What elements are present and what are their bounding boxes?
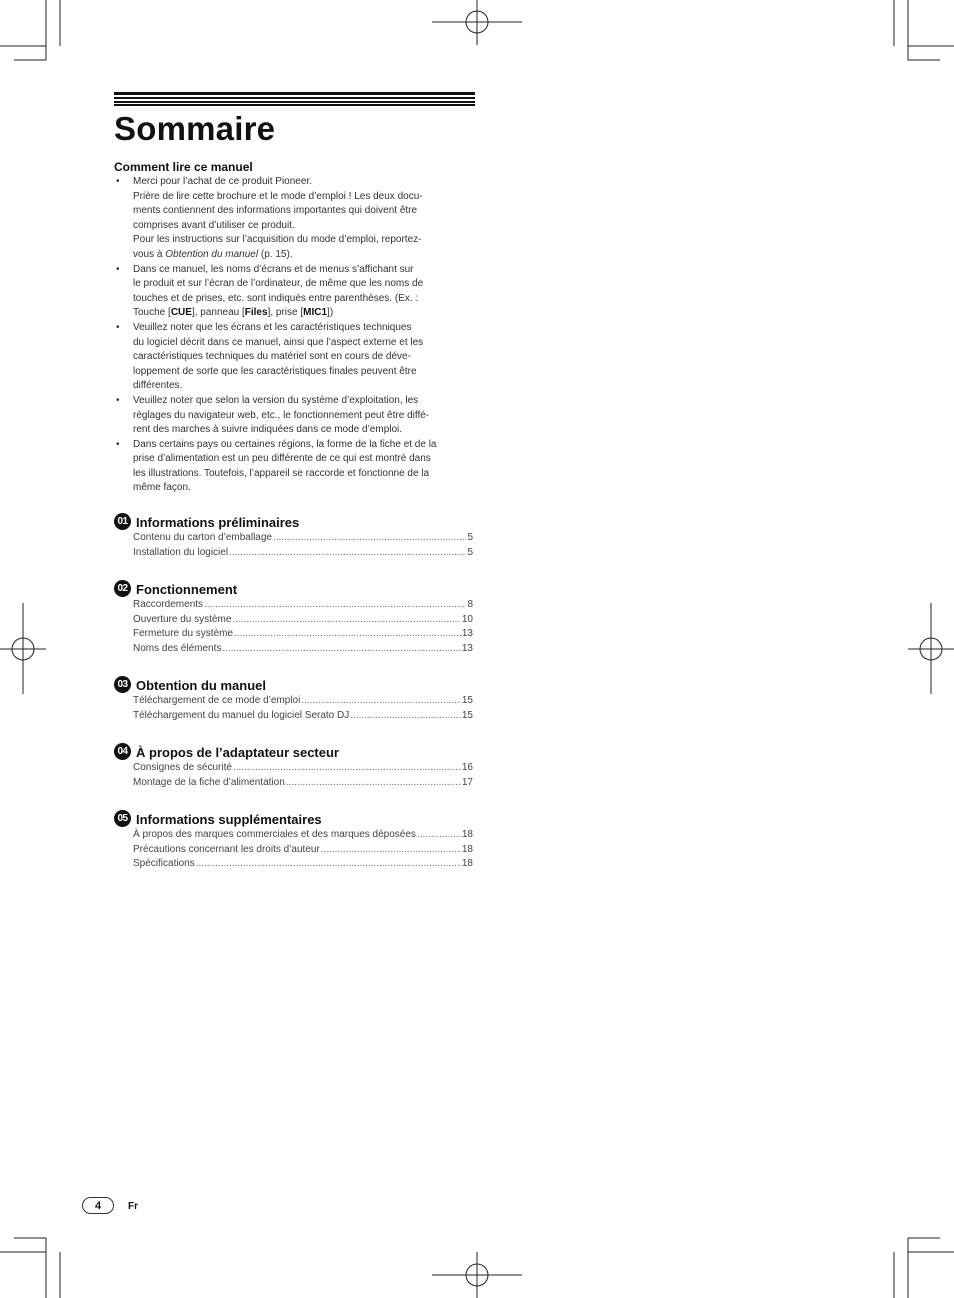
section-number-badge: 03 [114, 676, 131, 693]
toc-entry[interactable]: Téléchargement du manuel du logiciel Serato DJ ..... 15 [114, 709, 473, 724]
list-item: • Dans certains pays ou certaines régions, la forme de la fiche et de la prise d’alimentation est un peu différente de ce qui est montré dans les illustrations. Toutefois, l’appareil se raccorde et fonctionne de la même façon. [114, 438, 474, 496]
toc-entry[interactable]: Raccordements ..... 8 [114, 598, 473, 613]
section-number-badge: 02 [114, 580, 131, 597]
toc-entry[interactable]: Précautions concernant les droits d’auteur ..... 18 [114, 843, 473, 858]
toc-entry[interactable]: Montage de la fiche d’alimentation ..... 17 [114, 776, 473, 791]
section-title: À propos de l’adaptateur secteur [136, 745, 339, 760]
page-number: 4 [82, 1197, 114, 1214]
list-item: • Veuillez noter que selon la version du système d’exploitation, les réglages du navigateur web, etc., le fonctionnement peut être diffé- rent des marches à suivre indiquées dans ce mode d’emploi. [114, 394, 474, 438]
toc-section-04 [114, 743, 473, 790]
toc-entry[interactable]: Consignes de sécurité ..... 16 [114, 761, 473, 776]
toc-entry[interactable]: Contenu du carton d’emballage ..... 5 [114, 531, 473, 546]
section-number-badge: 04 [114, 743, 131, 760]
page-title: Sommaire [114, 110, 276, 147]
toc-section-01 [114, 513, 473, 560]
list-item: • Dans ce manuel, les noms d’écrans et de menus s’affichant sur le produit et sur l’écran de l’ordinateur, de même que les noms de touches et de prises, etc. sont indiqués entre parenthèses. (Ex. : Touche [CUE], panneau [Files], prise [MIC1]) [114, 263, 474, 321]
section-title: Obtention du manuel [136, 678, 266, 693]
toc-entry[interactable]: Noms des éléments ..... 13 [114, 642, 473, 657]
section-number-badge: 01 [114, 513, 131, 530]
toc-entry[interactable]: Fermeture du système ..... 13 [114, 627, 473, 642]
title-rule [114, 92, 475, 106]
section-number-badge: 05 [114, 810, 131, 827]
toc-section-02 [114, 580, 473, 656]
howto-list [114, 175, 474, 496]
key-mic1: MIC1 [303, 307, 328, 319]
toc-section-05 [114, 810, 473, 872]
list-item: • Veuillez noter que les écrans et les caractéristiques techniques du logiciel décrit dans ce manuel, ainsi que l’aspect externe et les caractéristiques techniques du matériel sont en cours de déve- loppement de sorte que les caractéristiques finales peuvent être différentes. [114, 321, 474, 394]
toc-entry[interactable]: À propos des marques commerciales et des marques déposées ..... 18 [114, 828, 473, 843]
list-item: • Merci pour l’achat de ce produit Pioneer. Prière de lire cette brochure et le mode d’emploi ! Les deux docu- ments contiennent des informations importantes qui doivent être comprises avant d’utiliser ce produit. Pour les instructions sur l’acquisition du mode d’emploi, reportez- vous à Obtention du manuel (p. 15). [114, 175, 474, 263]
cross-reference: Obtention du manuel [165, 248, 259, 260]
language-code: Fr [128, 1201, 138, 1212]
toc-entry[interactable]: Installation du logiciel ..... 5 [114, 546, 473, 561]
section-title: Informations préliminaires [136, 515, 300, 530]
toc-entry[interactable]: Téléchargement de ce mode d’emploi ..... 15 [114, 694, 473, 709]
section-title: Fonctionnement [136, 582, 238, 597]
howto-heading: Comment lire ce manuel [114, 160, 253, 174]
key-cue: CUE [170, 307, 192, 319]
toc-entry[interactable]: Spécifications ..... 18 [114, 857, 473, 872]
toc-section-03 [114, 676, 473, 723]
key-files: Files [244, 307, 268, 319]
toc-entry[interactable]: Ouverture du système ..... 10 [114, 613, 473, 628]
section-title: Informations supplémentaires [136, 812, 322, 827]
